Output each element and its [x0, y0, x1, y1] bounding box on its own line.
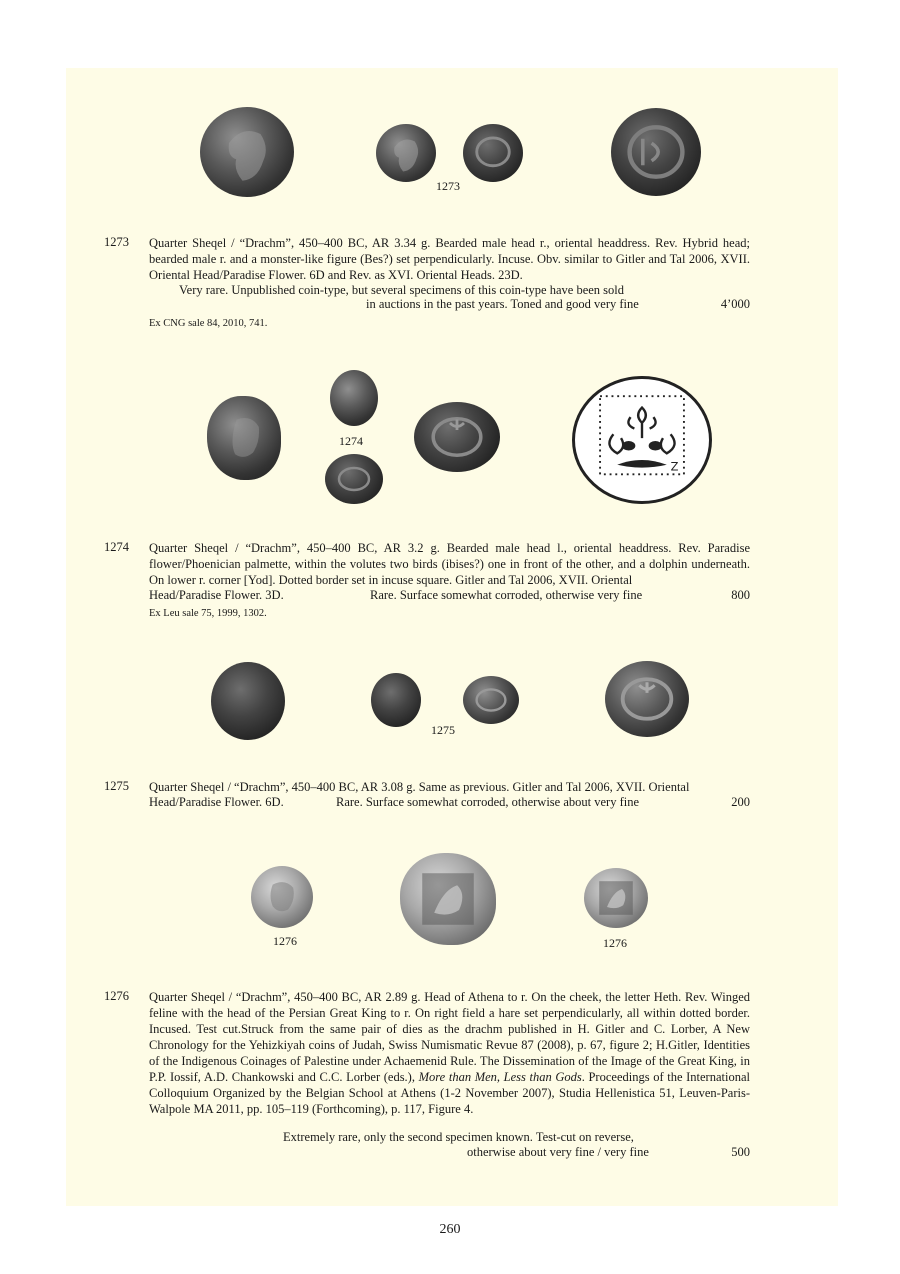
coin-1273-reverse-small [463, 124, 523, 182]
grade-line: Rare. Surface somewhat corroded, otherwise very fine [370, 588, 643, 602]
coin-1276-reverse-large [400, 853, 496, 945]
coin-caption: 1275 [431, 723, 455, 737]
lot-number: 1276 [104, 989, 129, 1003]
page-number: 260 [439, 1222, 461, 1237]
lot-number: 1275 [104, 779, 129, 793]
coin-1273-obverse-large [200, 107, 294, 197]
coin-1276-obverse [251, 866, 313, 928]
lot-price: 4’000 [720, 297, 750, 311]
coin-1274-reverse-large [414, 402, 500, 472]
lot-description: Quarter Sheqel / “Drachm”, 450–400 BC, AR 3.08 g. Same as previous. Gitler and Tal 2006, XVII. Oriental [149, 780, 690, 794]
coin-1275-obverse-small [371, 673, 421, 727]
lot-number: 1274 [104, 540, 129, 554]
grade-line: Very rare. Unpublished coin-type, but several specimens of this coin-type have been sold [179, 283, 625, 297]
lot-price: 500 [731, 1145, 750, 1159]
description-part: Quarter Sheqel / “Drachm”, 450–400 BC, AR 2.89 g. Head of Athena to r. On the cheek, the letter Heth. Rev. Winged feline with the head of the Persian Great King to r. On right field a hare set perpendicularly, all within dotted border. Incused. Test cut.Struck from the same pair of dies as the drachm published in H. Gitler and C. Lorber, A New Chronology for the Yehizkiyah coins of Judah, Swiss Numismatic Revue 87 (2008), p. 67, figure 2; H.Gitler, Identities of the Indigenous Coinages of Palestine under Achaemenid Rule. The Dissemination of the Image of the Great King, in P.P. Iossif, A.D. Chankowski and C.C. Lorber (eds.), [149, 990, 750, 1084]
coin-caption-left: 1276 [273, 934, 297, 948]
book-title: More than Men, Less than Gods [418, 1070, 582, 1084]
coin-1273-reverse-large [611, 108, 701, 196]
lot-price: 200 [731, 795, 750, 809]
coin-1274-reverse-small [325, 454, 383, 504]
grade-line: Extremely rare, only the second specimen known. Test-cut on reverse, [283, 1130, 634, 1144]
coin-1275-reverse-small [463, 676, 519, 724]
coin-1273-obverse-small [376, 124, 436, 182]
coin-1274-obverse-small [330, 370, 378, 426]
lot-description: Quarter Sheqel / “Drachm”, 450–400 BC, AR 3.2 g. Bearded male head l., oriental headdress. Rev. Paradise flower/Phoenician palmette, within the volutes two birds (ibises?) one in front of the other, and a dolphin underneath. On lower r. corner [Yod]. Dotted border set in incuse square. Gitler and Tal 2006, XVII. Oriental [149, 541, 750, 587]
coin-1276-reverse-small [584, 868, 648, 928]
coin-1275-reverse-large [605, 661, 689, 737]
grade-line: in auctions in the past years. Toned and good very fine [366, 297, 639, 311]
coin-caption: 1273 [436, 179, 460, 193]
coin-1275-obverse-large [211, 662, 285, 740]
grade-line: otherwise about very fine / very fine [467, 1145, 649, 1159]
svg-text:Z: Z [670, 459, 679, 474]
lot-provenance: Ex Leu sale 75, 1999, 1302. [149, 608, 267, 619]
description-part: . Proceedings of the International Colloquium Organized by the Belgian School at Athens (1-2 November 2007), Studia Hellenistica 51, Leuven-Paris-Walpole MA 2011, pp. 105–119 (Forthcoming), p. 117, Figure 4. [149, 1070, 750, 1116]
lot-description [149, 989, 750, 1117]
grade-line: Rare. Surface somewhat corroded, otherwise about very fine [336, 795, 640, 809]
lot-description-end: Head/Paradise Flower. 6D. [149, 795, 284, 809]
lot-number: 1273 [104, 235, 129, 249]
coin-caption-right: 1276 [603, 936, 627, 950]
coin-1274-obverse-large [207, 396, 281, 480]
coin-caption: 1274 [339, 434, 363, 448]
coin-1274-reverse-drawing [572, 376, 712, 504]
lot-provenance: Ex CNG sale 84, 2010, 741. [149, 318, 268, 329]
lot-price: 800 [731, 588, 750, 602]
lot-description: Quarter Sheqel / “Drachm”, 450–400 BC, AR 3.34 g. Bearded male head r., oriental headdress. Rev. Hybrid head; bearded male r. and a monster-like figure (Bes?) set perpendicularly. Incuse. Obv. similar to Gitler and Tal 2006, XVII. Oriental Head/Paradise Flower. 6D and Rev. as XVI. Oriental Heads. 23D. [149, 236, 750, 282]
lot-description-end: Head/Paradise Flower. 3D. [149, 588, 284, 602]
